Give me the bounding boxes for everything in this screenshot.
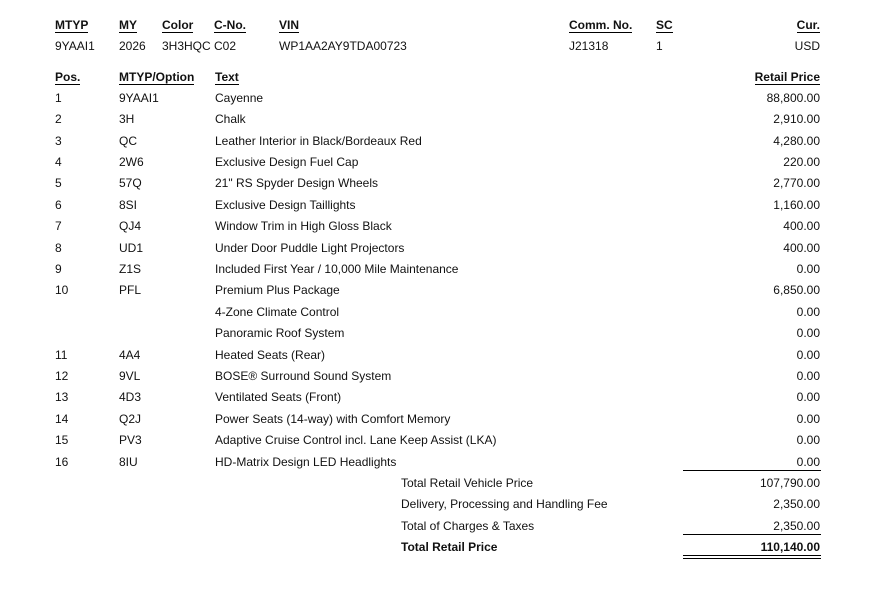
row-text: 4-Zone Climate Control [215, 305, 340, 319]
row-text: Power Seats (14-way) with Comfort Memory [215, 412, 451, 426]
row-pos: 7 [55, 219, 62, 233]
subtotal-rule [683, 470, 821, 471]
row-price: 6,850.00 [773, 283, 820, 297]
row-text: Cayenne [215, 91, 264, 105]
table-row [0, 195, 892, 216]
total-label: Total of Charges & Taxes [401, 519, 535, 533]
row-option: QC [119, 134, 137, 148]
row-pos: 13 [55, 390, 69, 404]
grand-total-value: 110,140.00 [760, 540, 820, 554]
row-option: 8SI [119, 198, 138, 212]
row-option: 57Q [119, 176, 142, 190]
grand-total-rule-2 [683, 558, 821, 559]
color-header: Color [162, 18, 194, 32]
row-option: Q2J [119, 412, 142, 426]
model-year-value: 2026 [119, 39, 146, 53]
cno-value: C02 [214, 39, 237, 53]
grand-total-label: Total Retail Price [401, 540, 498, 554]
row-option: 9VL [119, 369, 141, 383]
row-pos: 9 [55, 262, 62, 276]
mtyp-header: MTYP [55, 18, 89, 32]
row-pos: 2 [55, 112, 62, 126]
row-option: 2W6 [119, 155, 144, 169]
table-row [0, 280, 892, 301]
row-option: 8IU [119, 455, 138, 469]
row-text: Ventilated Seats (Front) [215, 390, 342, 404]
row-pos: 16 [55, 455, 69, 469]
row-price: 0.00 [796, 433, 820, 447]
row-price: 2,910.00 [773, 112, 820, 126]
table-row [0, 216, 892, 237]
table-row [0, 345, 892, 366]
row-text: Exclusive Design Fuel Cap [215, 155, 359, 169]
table-row [0, 131, 892, 152]
total-label: Total Retail Vehicle Price [401, 476, 534, 490]
row-text: Leather Interior in Black/Bordeaux Red [215, 134, 422, 148]
row-pos: 15 [55, 433, 69, 447]
currency-value: USD [794, 39, 820, 53]
row-price: 88,800.00 [766, 91, 820, 105]
table-row [0, 88, 892, 109]
row-option: UD1 [119, 241, 144, 255]
row-text: Panoramic Roof System [215, 326, 345, 340]
row-price: 0.00 [796, 326, 820, 340]
row-pos: 12 [55, 369, 69, 383]
color-value: 3H3HQC [162, 39, 211, 53]
row-pos: 4 [55, 155, 62, 169]
pos-column-header: Pos. [55, 70, 81, 84]
table-row [0, 387, 892, 408]
row-price: 400.00 [783, 219, 820, 233]
vin-value: WP1AA2AY9TDA00723 [279, 39, 407, 53]
row-price: 4,280.00 [773, 134, 820, 148]
row-text: 21" RS Spyder Design Wheels [215, 176, 379, 190]
row-option: 9YAAI1 [119, 91, 159, 105]
table-row [0, 152, 892, 173]
option-column-header: MTYP/Option [119, 70, 195, 84]
text-column-header: Text [215, 70, 239, 84]
row-price: 0.00 [796, 455, 820, 469]
row-price: 0.00 [796, 305, 820, 319]
sc-value: 1 [656, 39, 663, 53]
my-header: MY [119, 18, 137, 32]
row-option: PFL [119, 283, 142, 297]
row-pos: 14 [55, 412, 69, 426]
row-text: Under Door Puddle Light Projectors [215, 241, 405, 255]
row-pos: 1 [55, 91, 62, 105]
row-price: 400.00 [783, 241, 820, 255]
delivery-fee-row [0, 494, 892, 515]
row-price: 0.00 [796, 369, 820, 383]
table-row [0, 430, 892, 451]
total-value: 107,790.00 [759, 476, 820, 490]
row-option: PV3 [119, 433, 142, 447]
row-text: Heated Seats (Rear) [215, 348, 326, 362]
total-value: 2,350.00 [773, 519, 820, 533]
row-option: Z1S [119, 262, 142, 276]
row-price: 2,770.00 [773, 176, 820, 190]
table-row [0, 323, 892, 344]
row-option: QJ4 [119, 219, 142, 233]
row-pos: 10 [55, 283, 69, 297]
table-row [0, 173, 892, 194]
table-row [0, 409, 892, 430]
row-price: 0.00 [796, 412, 820, 426]
grand-total-rule-1 [683, 555, 821, 556]
row-price: 0.00 [796, 262, 820, 276]
row-text: Premium Plus Package [215, 283, 340, 297]
currency-header: Cur. [796, 18, 820, 32]
row-text: Included First Year / 10,000 Mile Maintenance [215, 262, 459, 276]
comm-no-header: Comm. No. [569, 18, 633, 32]
row-option: 4A4 [119, 348, 141, 362]
sc-header: SC [656, 18, 673, 32]
row-text: Window Trim in High Gloss Black [215, 219, 392, 233]
price-column-header: Retail Price [754, 70, 820, 84]
row-text: Chalk [215, 112, 246, 126]
row-text: Exclusive Design Taillights [215, 198, 356, 212]
row-price: 0.00 [796, 348, 820, 362]
mtyp-value: 9YAAI1 [55, 39, 95, 53]
row-pos: 5 [55, 176, 62, 190]
table-row [0, 238, 892, 259]
row-pos: 11 [55, 348, 68, 362]
total-label: Delivery, Processing and Handling Fee [401, 497, 608, 511]
table-row [0, 109, 892, 130]
row-price: 0.00 [796, 390, 820, 404]
row-option: 4D3 [119, 390, 142, 404]
row-price: 220.00 [783, 155, 820, 169]
row-pos: 3 [55, 134, 62, 148]
row-pos: 6 [55, 198, 62, 212]
row-text: Adaptive Cruise Control incl. Lane Keep Assist (LKA) [215, 433, 497, 447]
charges-rule [683, 534, 821, 535]
vin-header: VIN [279, 18, 300, 32]
row-pos: 8 [55, 241, 62, 255]
table-row [0, 366, 892, 387]
comm-no-value: J21318 [569, 39, 609, 53]
row-text: HD-Matrix Design LED Headlights [215, 455, 397, 469]
total-value: 2,350.00 [773, 497, 820, 511]
table-row [0, 302, 892, 323]
row-price: 1,160.00 [773, 198, 820, 212]
cno-header: C-No. [214, 18, 246, 32]
row-option: 3H [119, 112, 135, 126]
total-retail-vehicle-price-row [0, 473, 892, 494]
table-row [0, 259, 892, 280]
row-text: BOSE® Surround Sound System [215, 369, 392, 383]
